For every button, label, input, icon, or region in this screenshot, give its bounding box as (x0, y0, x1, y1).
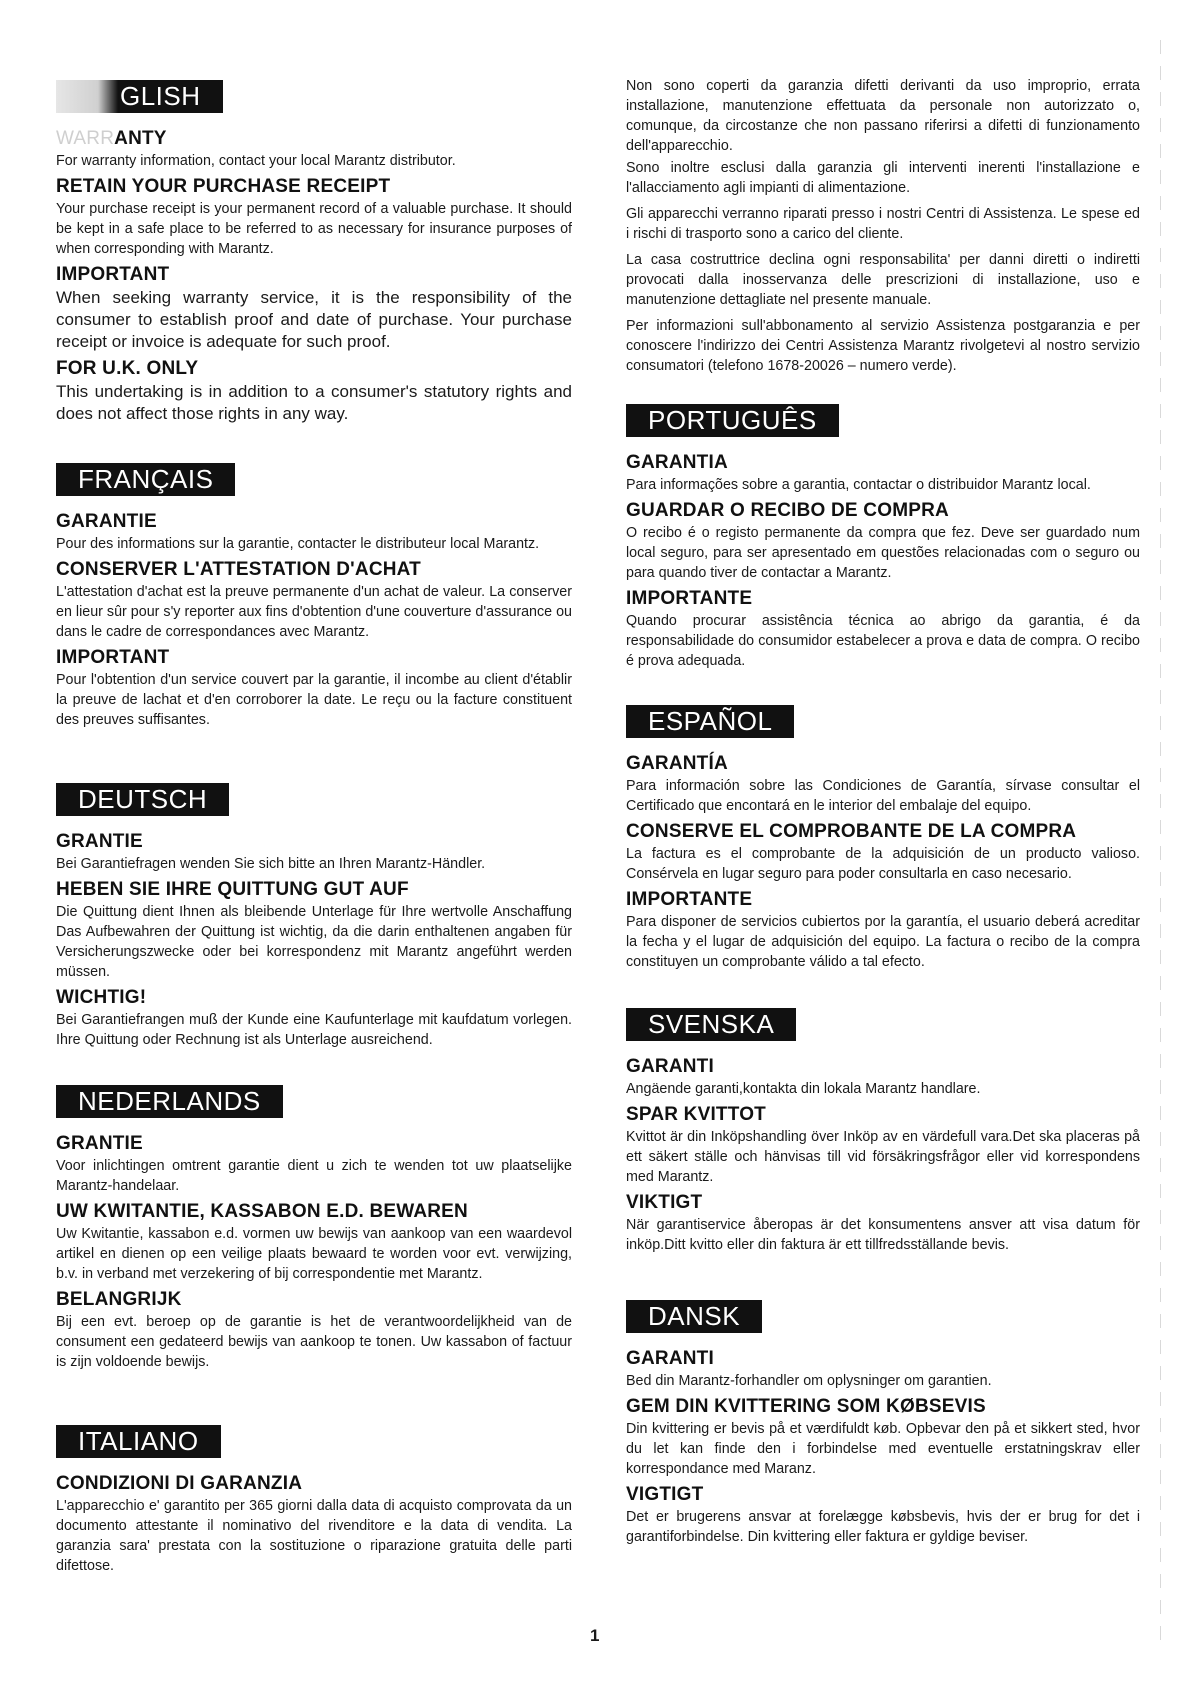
text-importante-pt: Quando procurar assistência técnica ao abrigo da garantia, é da responsabilidade do consumidor estabelecer a prova e data de compra. O recibo é prova adequada. (626, 613, 1140, 669)
banner-english: GLISH (56, 80, 223, 113)
text-garantia-es: Para información sobre las Condiciones de Garantía, sírvase consultar el Certificado que encontará en le interior del embalaje del equipo. (626, 778, 1140, 814)
banner-espanol: ESPAÑOL (626, 705, 794, 738)
text-italiano-p2: Sono inoltre esclusi dalla garanzia gli interventi inerenti l'installazione e l'allacciamento agli impianti di alimentazione. (626, 160, 1140, 196)
text-retain-receipt: Your purchase receipt is your permanent record of a valuable purchase. It should be kept in a safe place to be referred to as necessary for insurance purposes of when corresponding with Marantz. (56, 201, 572, 257)
text-italiano-p5: Per informazioni sull'abbonamento al servizio Assistenza postgaranzia e per conoscere l'indirizzo dei Centri Assistenza Marantz rivolgetevi al nostro servizio consumatori (telefono 1678-20026 – numero verde). (626, 318, 1140, 374)
heading-uk-only: FOR U.K. ONLY (56, 358, 199, 379)
heading-heben: HEBEN SIE IHRE QUITTUNG GUT AUF (56, 879, 409, 900)
text-condizioni: L'apparecchio e' garantito per 365 giorni dalla data di acquisto comprovata da un documento attestante il nominativo del rivenditore e la data di vendita. La garanzia sara' prestata con la sostituzione o riparazione gratuita delle parti difettose. (56, 1498, 572, 1574)
heading-viktigt: VIKTIGT (626, 1192, 703, 1213)
text-important-fr: Pour l'obtention d'un service couvert par la garantie, il incombe au client d'établir la preuve de lachat et d'en corroborer la date. Le reçu ou la facture constituent des preuves suffisantes. (56, 672, 572, 728)
banner-svenska: SVENSKA (626, 1008, 796, 1041)
heading-grantie-de: GRANTIE (56, 831, 143, 852)
heading-gem: GEM DIN KVITTERING SOM KØBSEVIS (626, 1396, 986, 1417)
section-espanol (626, 705, 1140, 974)
text-conserver: L'attestation d'achat est la preuve permanente d'un achat de valeur. La conserver en lieur sûr pour s'y reporter aux fins d'obtention d'une couverture d'assurance ou dans le cadre de correspondances avec Marantz. (56, 584, 572, 640)
heading-warranty (56, 127, 572, 150)
text-garantie: Pour des informations sur la garantie, contacter le distributeur local Marantz. (56, 536, 540, 552)
heading-garantia-pt: GARANTIA (626, 452, 728, 473)
text-importante-es: Para disponer de servicios cubiertos por la garantía, el usuario deberá acreditar la fecha y el lugar de adquisición del equipo. La factura o recibo de la compra constituyen un comprobante válido a tal efecto. (626, 914, 1140, 970)
section-dansk (626, 1300, 1140, 1549)
heading-grantie-nl: GRANTIE (56, 1133, 143, 1154)
text-wichtig: Bei Garantiefrangen muß der Kunde eine Kaufunterlage mit kaufdatum vorlegen. Ihre Quittung oder Rechnung ist als Unterlage ausreichend. (56, 1012, 572, 1048)
banner-dansk: DANSK (626, 1300, 762, 1333)
heading-warranty-main: ANTY (114, 128, 167, 149)
banner-portugues: PORTUGUÊS (626, 404, 839, 437)
text-viktigt: När garantiservice åberopas är det konsumentens ansver att visa datum för inköp.Ditt kvitto eller din faktura är ett tillfredsställande bevis. (626, 1217, 1140, 1253)
heading-guardar: GUARDAR O RECIBO DE COMPRA (626, 500, 949, 521)
section-portugues (626, 404, 1140, 673)
banner-italiano: ITALIANO (56, 1425, 221, 1458)
section-nederlands (56, 1085, 572, 1374)
section-english (56, 80, 572, 427)
heading-spar: SPAR KVITTOT (626, 1104, 766, 1125)
text-uw-kwitantie: Uw Kwitantie, kassabon e.d. vormen uw bewijs van aankoop van een waardevol artikel en dienen op een veilige plaats bewaard te worden voor evt. verwijzing, b.v. in verband met verzekering of bij correspondentie met Marantz. (56, 1226, 572, 1282)
text-guardar: O recibo é o registo permanente da compra que fez. Deve ser guardado num local seguro, para ser apresentado em questões relacionadas com o seguro ou para quando tiver de contactar a Marantz. (626, 525, 1140, 581)
heading-vigtigt: VIGTIGT (626, 1484, 704, 1505)
text-grantie-de: Bei Garantiefragen wenden Sie sich bitte an Ihren Marantz-Händler. (56, 856, 486, 872)
text-italiano-p3: Gli apparecchi verranno riparati presso i nostri Centri di Assistenza. Le spese ed i rischi di trasporto sono a carico del cliente. (626, 206, 1140, 242)
text-uk-only: This undertaking is in addition to a consumer's statutory rights and does not affect those rights in any way. (56, 382, 572, 423)
text-heben: Die Quittung dient Ihnen als bleibende Unterlage für Ihre wertvolle Anschaffung Das Aufbewahren der Quittung ist wichtig, da die darin enthaltenen angaben für Versicherungszwecke oder bei korrespondenz mit Marantz angeführt werden müssen. (56, 904, 572, 980)
scan-margin-line (1160, 40, 1161, 1640)
text-gem: Din kvittering er bevis på et værdifuldt køb. Opbevar den på et sikkert sted, hvor du let kan finde den i forbindelse med eventuelle erstatningskrav eller korrespondance med Maranz. (626, 1421, 1140, 1477)
text-spar: Kvittot är din Inköpshandling över Inköp av en värdefull vara.Det ska placeras på ett säkert ställe och hänvisas till vid försäkringsfrågor eller vid korrespondens med Marantz. (626, 1129, 1140, 1185)
text-garanti-sv: Angäende garanti,kontakta din lokala Marantz handlare. (626, 1081, 981, 1097)
section-deutsch (56, 783, 572, 1052)
heading-belangrijk: BELANGRIJK (56, 1289, 182, 1310)
heading-warranty-faint: WARR (56, 128, 115, 149)
banner-francais: FRANÇAIS (56, 463, 235, 496)
text-belangrijk: Bij een evt. beroep op de garantie is het de verantwoordelijkheid van de consument een gedateerd bewijs van aankoop te tonen. Uw kassabon of factuur is zijn voldoende bewijs. (56, 1314, 572, 1370)
text-garanti-da: Bed din Marantz-forhandler om oplysninger om garantien. (626, 1373, 992, 1389)
heading-garanti-da: GARANTI (626, 1348, 714, 1369)
heading-importante-es: IMPORTANTE (626, 889, 753, 910)
page-number: 1 (590, 1626, 600, 1645)
heading-conserver: CONSERVER L'ATTESTATION D'ACHAT (56, 559, 421, 580)
section-italiano (56, 1425, 572, 1578)
text-italiano-p1: Non sono coperti da garanzia difetti derivanti da uso improprio, errata installazione, manutenzione effettuata da personale non autorizzato o, comunque, da circostanze che non passano riferirsi a difetti di funzionamento dell'apparecchio. (626, 78, 1140, 154)
banner-nederlands: NEDERLANDS (56, 1085, 283, 1118)
heading-garantia-es: GARANTÍA (626, 753, 728, 774)
heading-condizioni: CONDIZIONI DI GARANZIA (56, 1473, 303, 1494)
heading-garantie: GARANTIE (56, 511, 157, 532)
heading-important: IMPORTANT (56, 264, 170, 285)
section-svenska (626, 1008, 1140, 1257)
text-italiano-p4: La casa costruttrice declina ogni responsabilita' per danni diretti o indiretti provocati dalla inosservanza delle prescrizioni di installazione, uso e manutenzione dettagliate nel presente manuale. (626, 252, 1140, 308)
heading-important-fr: IMPORTANT (56, 647, 170, 668)
text-warranty: For warranty information, contact your local Marantz distributor. (56, 153, 456, 169)
heading-conserve: CONSERVE EL COMPROBANTE DE LA COMPRA (626, 821, 1077, 842)
heading-retain-receipt: RETAIN YOUR PURCHASE RECEIPT (56, 176, 391, 197)
heading-garanti-sv: GARANTI (626, 1056, 714, 1077)
text-grantie-nl: Voor inlichtingen omtrent garantie dient u zich te wenden tot uw plaatselijke Marantz-handelaar. (56, 1158, 572, 1194)
heading-importante-pt: IMPORTANTE (626, 588, 753, 609)
heading-uw-kwitantie: UW KWITANTIE, KASSABON E.D. BEWAREN (56, 1201, 468, 1222)
section-francais (56, 463, 572, 732)
text-vigtigt: Det er brugerens ansvar at forelægge købsbevis, hvis der er brug for det i garantiforbindelse. Din kvittering eller faktura er gyldige beviser. (626, 1509, 1140, 1545)
text-conserve: La factura es el comprobante de la adquisición de un producto valioso. Consérvela en lugar seguro para poder consultarla en caso necesario. (626, 846, 1140, 882)
banner-deutsch: DEUTSCH (56, 783, 229, 816)
text-important: When seeking warranty service, it is the responsibility of the consumer to establish proof and date of purchase. Your purchase receipt or invoice is adequate for such proof. (56, 288, 572, 351)
section-italiano-cont (626, 76, 1140, 378)
text-garantia-pt: Para informações sobre a garantia, contactar o distribuidor Marantz local. (626, 477, 1091, 493)
heading-wichtig: WICHTIG! (56, 987, 147, 1008)
